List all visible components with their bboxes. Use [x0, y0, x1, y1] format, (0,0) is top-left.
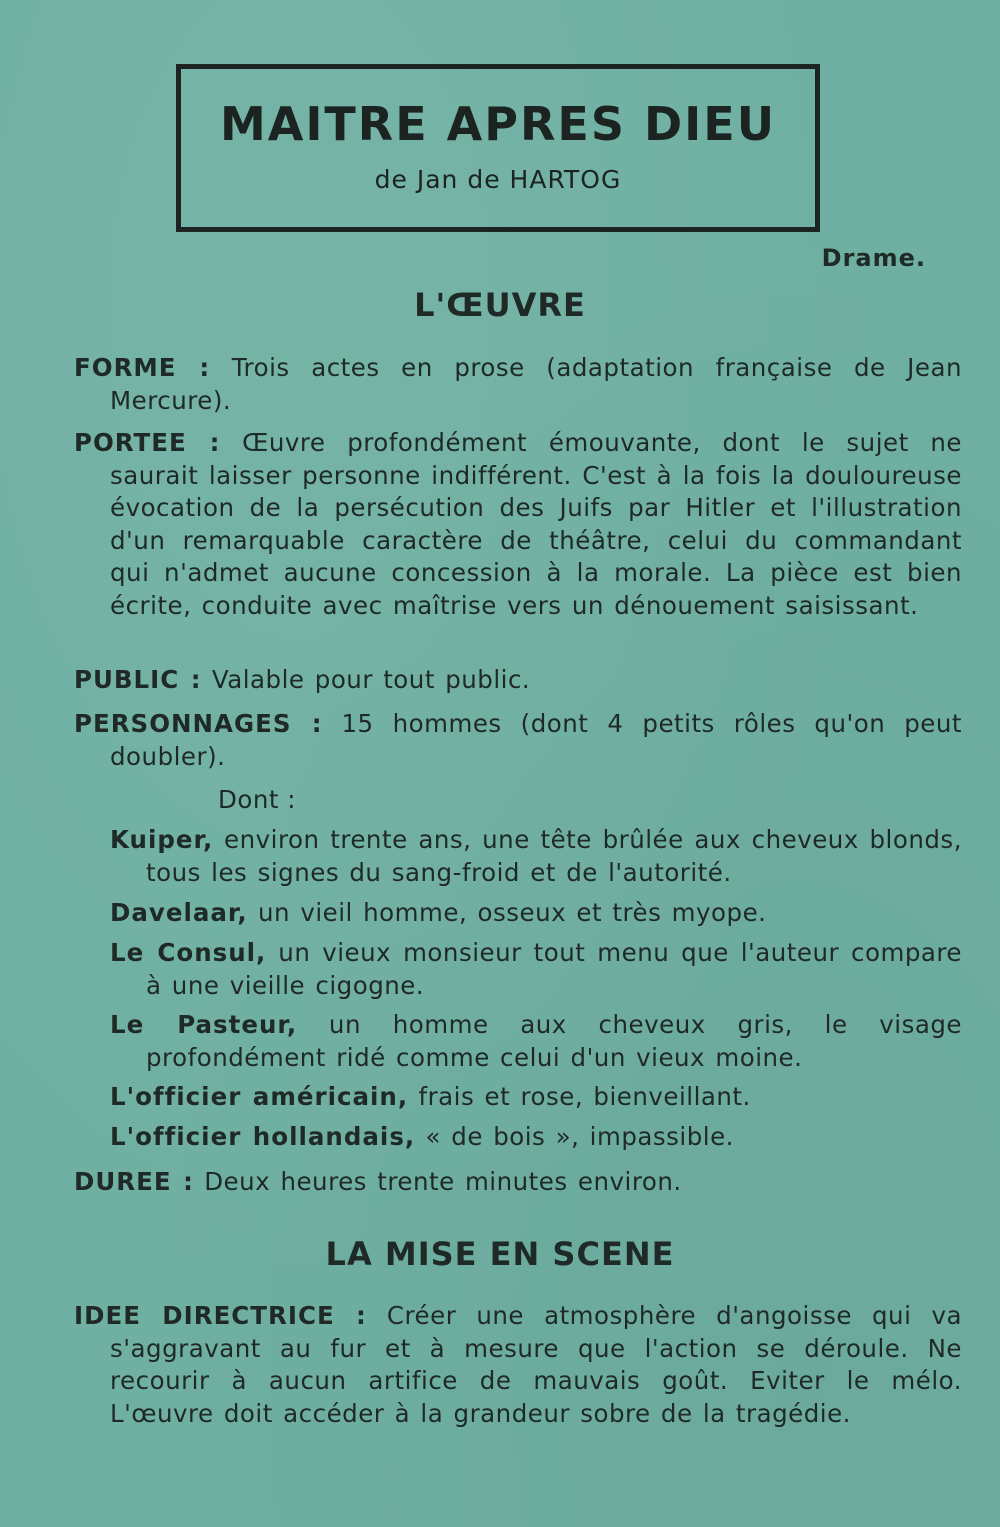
- label-duree: DUREE :: [74, 1167, 194, 1196]
- character-description: un vieux monsieur tout menu que l'auteur compare à une vieille cigogne.: [146, 938, 962, 1000]
- character-kuiper: [110, 824, 962, 889]
- section-heading-oeuvre: L'ŒUVRE: [414, 286, 586, 324]
- character-description: un homme aux cheveux gris, le visage profondément ridé comme celui d'un vieux moine.: [146, 1010, 962, 1072]
- label-public: PUBLIC :: [74, 665, 202, 694]
- section-heading-mise-en-scene: LA MISE EN SCENE: [325, 1235, 675, 1273]
- character-name: Kuiper,: [110, 825, 214, 854]
- author-line: de Jan de HARTOG: [374, 165, 622, 194]
- character-davelaar: [110, 897, 962, 930]
- paragraph-public: [74, 664, 962, 697]
- play-title: MAITRE APRES DIEU: [219, 97, 777, 151]
- character-officier-hollandais: [110, 1121, 962, 1154]
- character-name: L'officier hollandais,: [110, 1122, 416, 1151]
- character-description: « de bois », impassible.: [415, 1122, 734, 1151]
- character-name: Le Consul,: [110, 938, 267, 967]
- label-personnages: PERSONNAGES :: [74, 709, 323, 738]
- text-portee: Œuvre profondément émouvante, dont le sujet ne saurait laisser personne indifférent. C'est à la fois la douloureuse évocation de la persécution des Juifs par Hitler et l'illustration d'un remarquable caractère de théâtre, celui du commandant qui n'admet aucune concession à la morale. La pièce est bien écrite, conduite avec maîtrise vers un dénouement saisissant.: [110, 428, 962, 620]
- label-portee: PORTEE :: [74, 428, 221, 457]
- dont-label: Dont :: [218, 785, 297, 814]
- paragraph-idee-directrice: [74, 1300, 962, 1430]
- character-pasteur: [110, 1009, 962, 1074]
- text-duree: Deux heures trente minutes environ.: [193, 1167, 682, 1196]
- character-name: L'officier américain,: [110, 1082, 409, 1111]
- text-forme: Trois actes en prose (adaptation française de Jean Mercure).: [110, 353, 962, 415]
- character-consul: [110, 937, 962, 1002]
- text-personnages: 15 hommes (dont 4 petits rôles qu'on peut doubler).: [110, 709, 962, 771]
- character-description: environ trente ans, une tête brûlée aux cheveux blonds, tous les signes du sang-froid et de l'autorité.: [146, 825, 962, 887]
- label-idee-directrice: IDEE DIRECTRICE :: [74, 1301, 367, 1330]
- text-public: Valable pour tout public.: [201, 665, 531, 694]
- character-name: Davelaar,: [110, 898, 248, 927]
- character-description: un vieil homme, osseux et très myope.: [247, 898, 767, 927]
- paragraph-personnages: [74, 708, 962, 773]
- title-box: [176, 64, 820, 232]
- paragraph-forme: [74, 352, 962, 417]
- paragraph-duree: [74, 1166, 962, 1199]
- paragraph-portee: [74, 427, 962, 622]
- character-name: Le Pasteur,: [110, 1010, 298, 1039]
- character-description: frais et rose, bienveillant.: [408, 1082, 751, 1111]
- character-officier-americain: [110, 1081, 962, 1114]
- genre-label: Drame.: [821, 244, 926, 272]
- text-idee-directrice: Créer une atmosphère d'angoisse qui va s'aggravant au fur et à mesure que l'action se déroule. Ne recourir à aucun artifice de mauvais goût. Eviter le mélo. L'œuvre doit accéder à la grandeur sobre de la tragédie.: [110, 1301, 962, 1428]
- label-forme: FORME :: [74, 353, 211, 382]
